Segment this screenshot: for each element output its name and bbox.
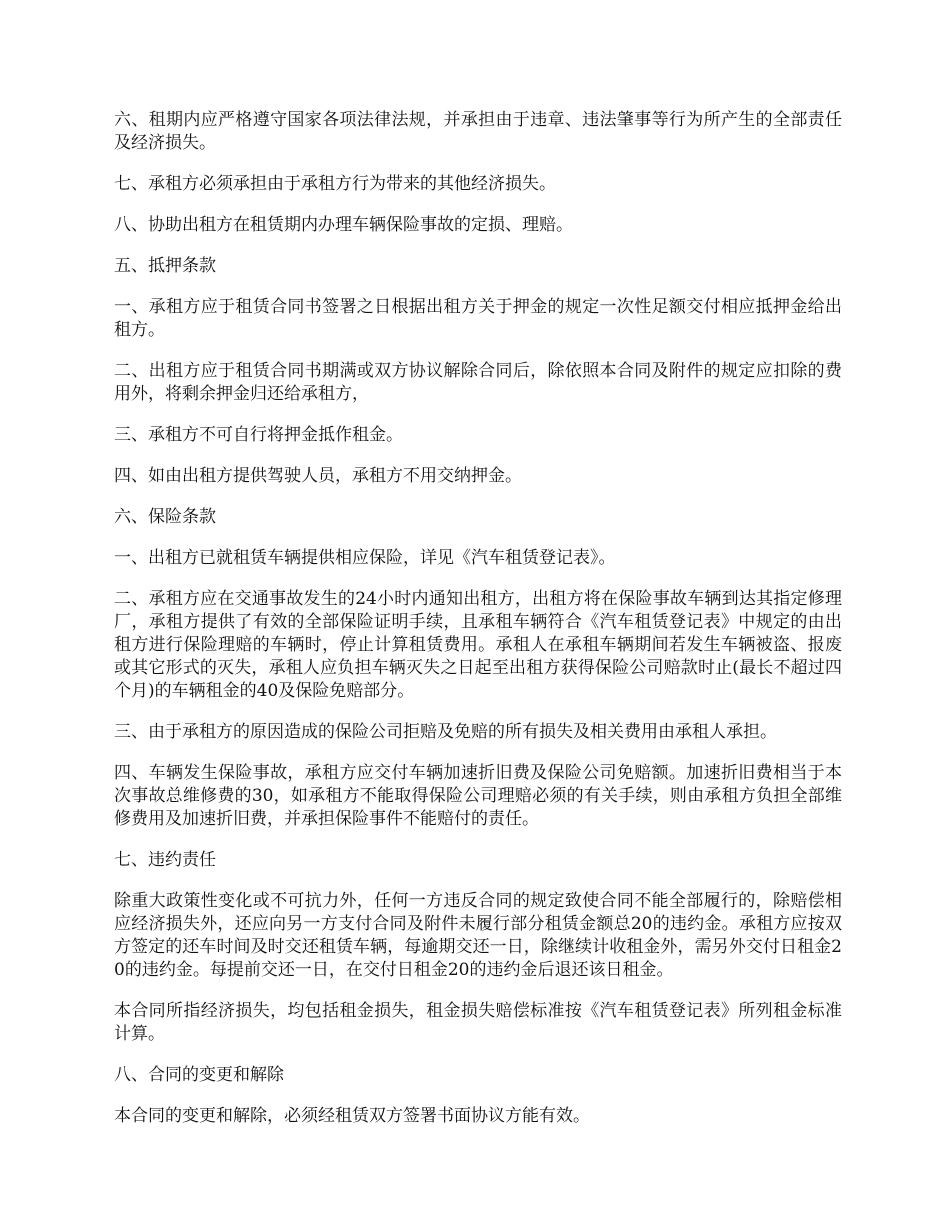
- document-page: [114, 109, 842, 1146]
- insurance-clause-2: 二、承租方应在交通事故发生的24小时内通知出租方，出租方将在保险事故车辆到达其指定修理厂，承租方提供了有效的全部保险证明手续，且承租车辆符合《汽车租赁登记表》中规定的由出租方进行保险理赔的车辆时，停止计算租赁费用。承租人在承租车辆期间若发生车辆被盗、报废或其它形式的灭失，承租人应负担车辆灭失之日起至出租方获得保险公司赔款时止(最长不超过四个月)的车辆租金的40及保险免赔部分。: [114, 589, 842, 701]
- breach-clause-2: 本合同所指经济损失，均包括租金损失，租金损失赔偿标准按《汽车租赁登记表》所列租金标准计算。: [114, 1001, 842, 1044]
- section-heading-breach: 七、违约责任: [114, 850, 216, 870]
- clause-7-other-losses: 七、承租方必须承担由于承租方行为带来的其他经济损失。: [114, 174, 556, 194]
- insurance-clause-3: 三、由于承租方的原因造成的保险公司拒赔及免赔的所有损失及相关费用由承租人承担。: [114, 722, 777, 742]
- insurance-clause-4: 四、车辆发生保险事故，承租方应交付车辆加速折旧费及保险公司免赔额。加速折旧费相当于本次事故总维修费的30，如承租方不能取得保险公司理赔必须的有关手续，则由承租方负担全部维修费用及加速折旧费，并承担保险事件不能赔付的责任。: [114, 763, 842, 829]
- section-heading-modification: 八、合同的变更和解除: [114, 1065, 284, 1085]
- mortgage-clause-3: 三、承租方不可自行将押金抵作租金。: [114, 425, 403, 445]
- mortgage-clause-1: 一、承租方应于租赁合同书签署之日根据出租方关于押金的规定一次性足额交付相应抵押金给出租方。: [114, 297, 842, 340]
- mortgage-clause-4: 四、如由出租方提供驾驶人员，承租方不用交纳押金。: [114, 466, 522, 486]
- breach-clause-1: 除重大政策性变化或不可抗力外，任何一方违反合同的规定致使合同不能全部履行的，除赔偿相应经济损失外，还应向另一方支付合同及附件未履行部分租赁金额总20的违约金。承租方应按双方签定的还车时间及时交还租赁车辆，每逾期交还一日，除继续计收租金外，需另外交付日租金20的违约金。每提前交还一日，在交付日租金20的违约金后退还该日租金。: [114, 891, 842, 980]
- insurance-clause-1: 一、出租方已就租赁车辆提供相应保险，详见《汽车租赁登记表》。: [114, 548, 616, 568]
- section-heading-insurance: 六、保险条款: [114, 507, 216, 527]
- clause-8-insurance-assist: 八、协助出租方在租赁期内办理车辆保险事故的定损、理赔。: [114, 215, 573, 235]
- mortgage-clause-2: 二、出租方应于租赁合同书期满或双方协议解除合同后，除依照本合同及附件的规定应扣除的费用外，将剩余押金归还给承租方，: [114, 361, 842, 404]
- clause-6-compliance: 六、租期内应严格遵守国家各项法律法规，并承担由于违章、违法肇事等行为所产生的全部责任及经济损失。: [114, 110, 842, 153]
- modification-clause-1: 本合同的变更和解除，必须经租赁双方签署书面协议方能有效。: [114, 1106, 590, 1126]
- section-heading-mortgage: 五、抵押条款: [114, 256, 216, 276]
